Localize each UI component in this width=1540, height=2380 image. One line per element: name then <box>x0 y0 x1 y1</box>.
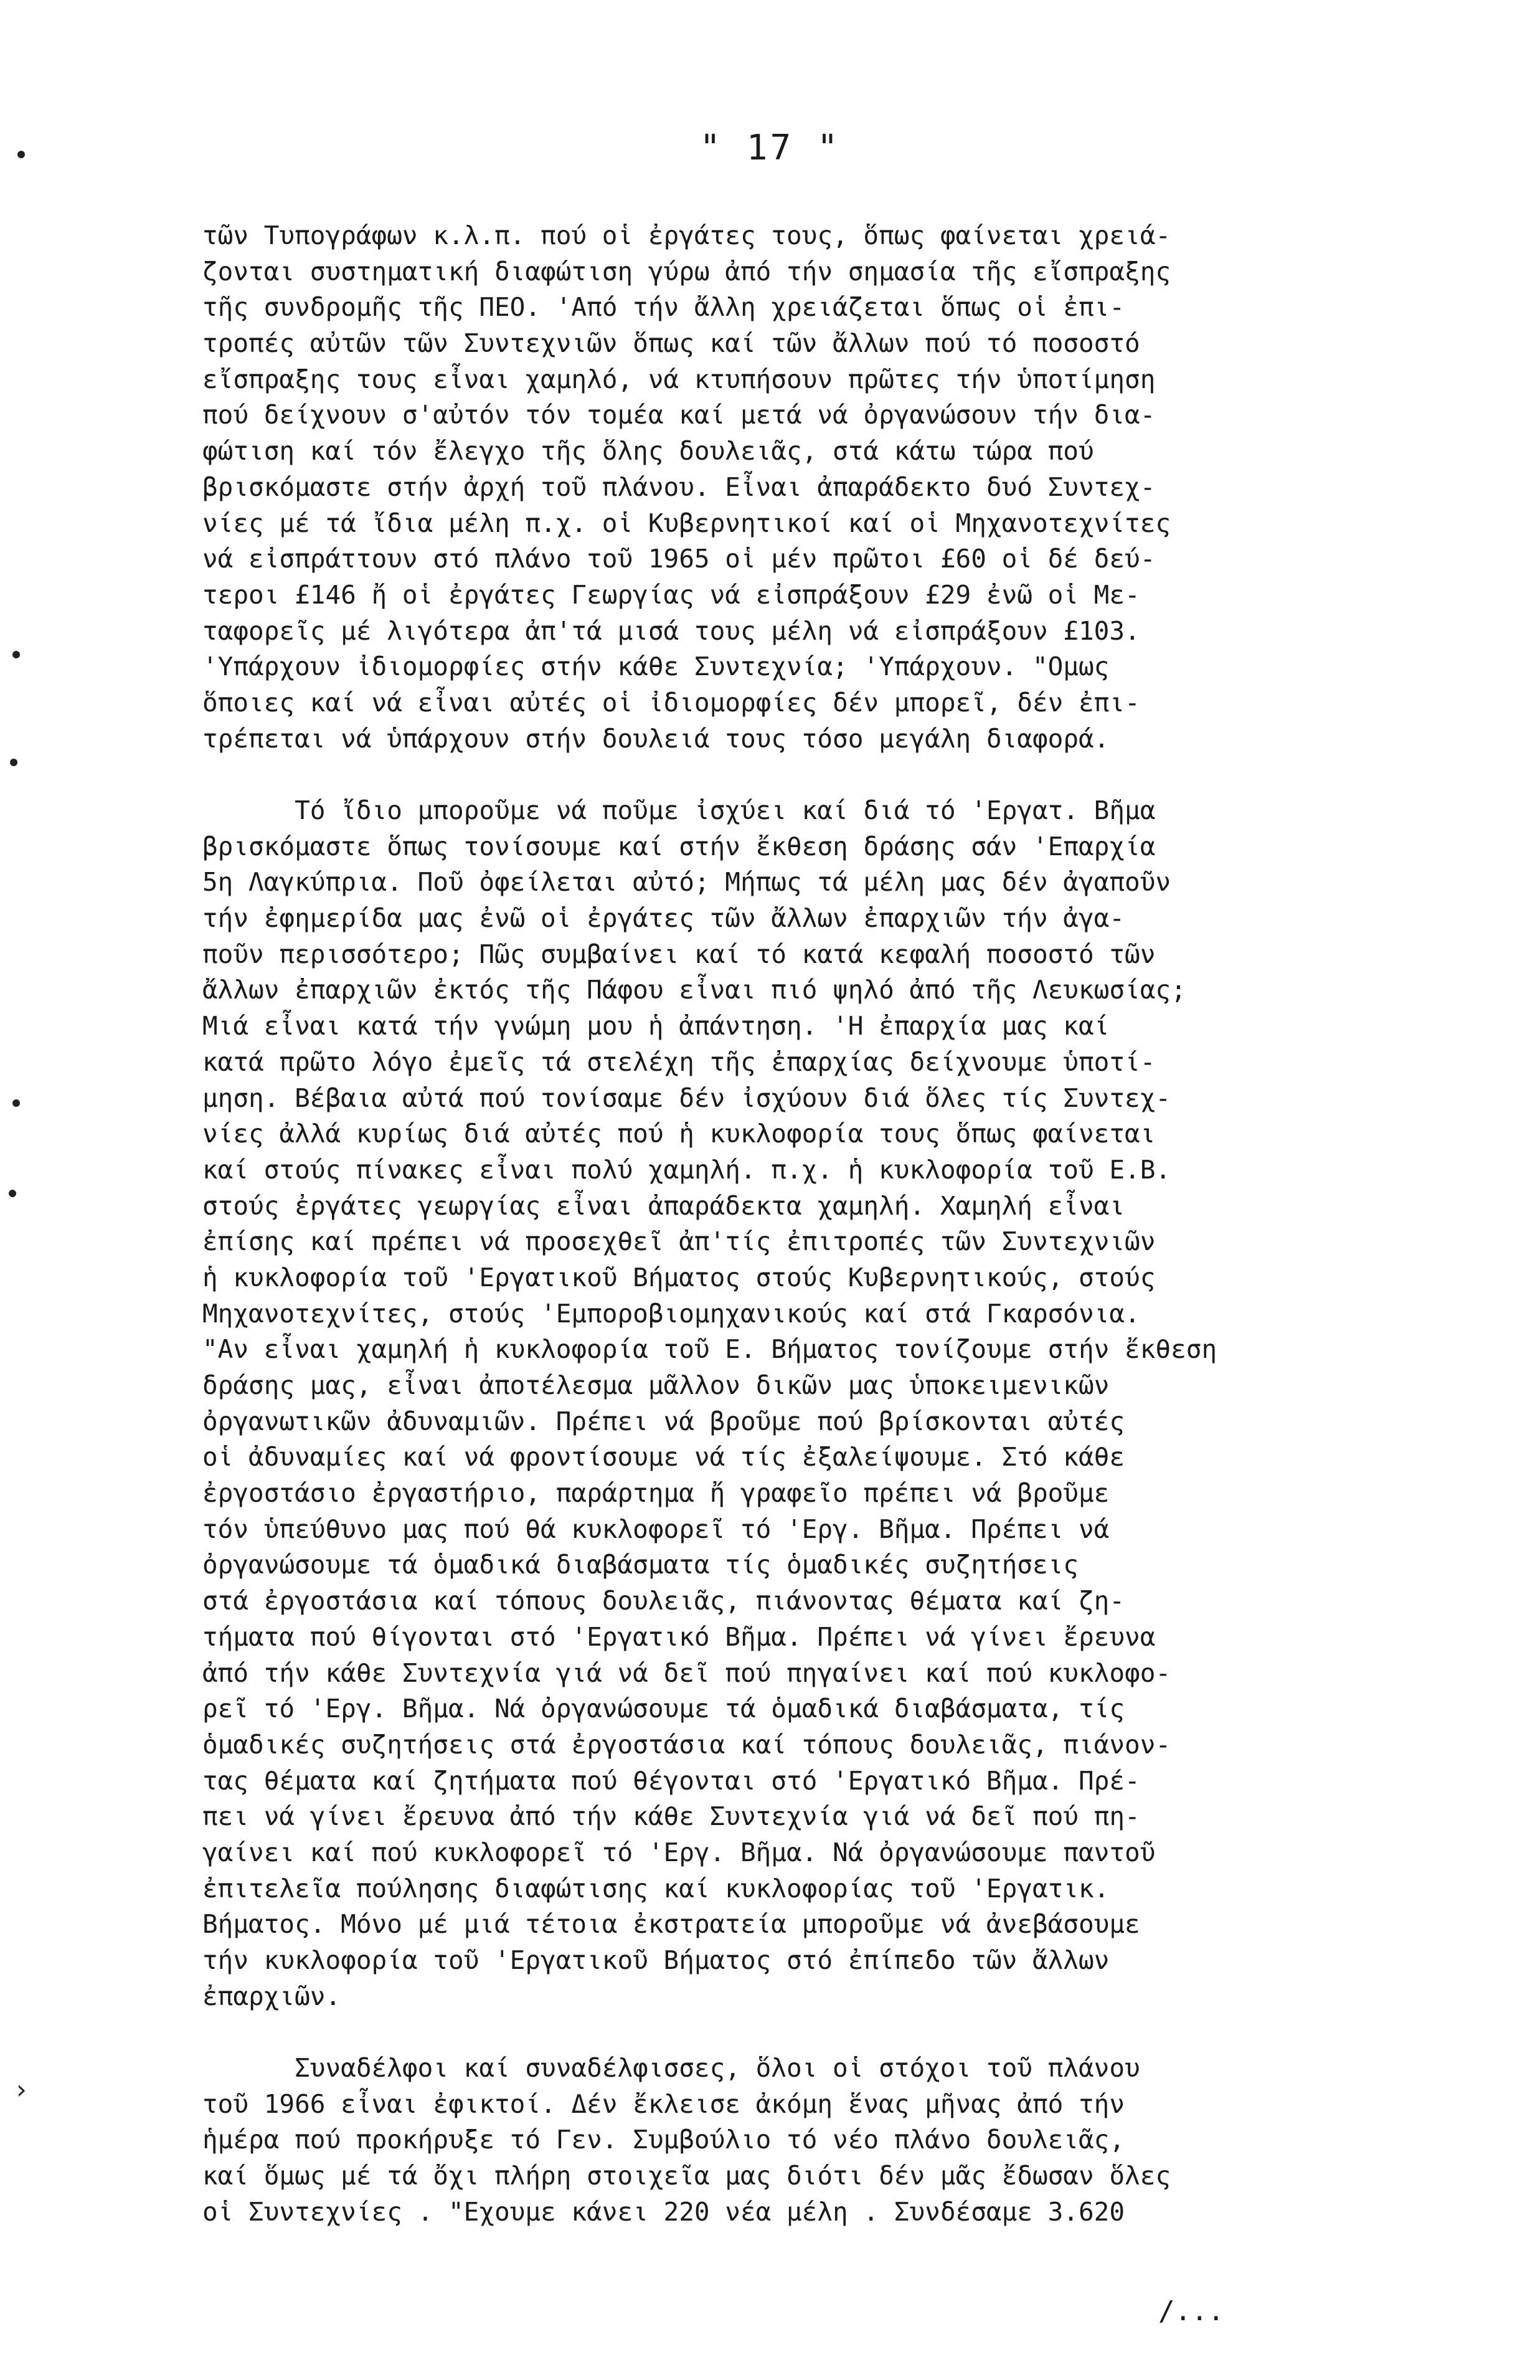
text-line: τήματα πού θίγονται στό 'Εργατικό Βῆμα. Πρέπει νά γίνει ἔρευνα <box>202 1621 1156 1652</box>
text-line: Βήματος. Μόνο μέ μιά τέτοια ἐκστρατεία μποροῦμε νά ἀνεβάσουμε <box>202 1909 1140 1940</box>
paragraph-2 <box>202 793 1410 2014</box>
text-line: ἀπό τήν κάθε Συντεχνία γιά νά δεῖ πού πηγαίνει καί πού κυκλοφο- <box>202 1657 1171 1688</box>
margin-arrow-icon: › <box>16 2074 27 2105</box>
margin-dot <box>10 759 17 766</box>
text-line: στούς ἐργάτες γεωργίας εἶναι ἀπαράδεκτα χαμηλή. Χαμηλή εἶναι <box>202 1190 1125 1221</box>
text-line: ζονται συστηματική διαφώτιση γύρω ἀπό τήν σημασία τῆς εἴσπραξης <box>202 256 1171 287</box>
text-line: νίες ἀλλά κυρίως διά αὐτές πού ἡ κυκλοφορία τους ὅπως φαίνεται <box>202 1119 1156 1149</box>
text-line: ἐπιτελεῖα πούλησης διαφώτισης καί κυκλοφορίας τοῦ 'Εργατικ. <box>202 1873 1110 1904</box>
text-line: καί στούς πίνακες εἶναι πολύ χαμηλή. π.χ. ἡ κυκλοφορία τοῦ Ε.Β. <box>202 1154 1171 1185</box>
margin-dot <box>17 151 25 158</box>
text-line: καί ὅμως μέ τά ὄχι πλήρη στοιχεῖα μας διότι δέν μᾶς ἔδωσαν ὅλες <box>202 2161 1171 2191</box>
text-line: τρέπεται νά ὑπάρχουν στήν δουλειά τους τόσο μεγάλη διαφορά. <box>202 723 1110 754</box>
paragraph-gap <box>202 757 1410 793</box>
page-number: " 17 " <box>699 128 841 168</box>
text-line: τεροι £146 ἤ οἱ ἐργάτες Γεωργίας νά εἰσπράξουν £29 ἐνῶ οἱ Με- <box>202 579 1140 610</box>
text-line: τῶν Τυπογράφων κ.λ.π. πού οἱ ἐργάτες τους, ὅπως φαίνεται χρειά- <box>202 220 1171 250</box>
paragraph-3 <box>202 2050 1410 2230</box>
text-line: ἄλλων ἐπαρχιῶν ἐκτός τῆς Πάφου εἶναι πιό ψηλό ἀπό τῆς Λευκωσίας; <box>202 975 1186 1005</box>
text-line: στά ἐργοστάσια καί τόπους δουλειᾶς, πιάνοντας θέματα καί ζη- <box>202 1586 1125 1616</box>
text-line: τήν ἐφημερίδα μας ἐνῶ οἱ ἐργάτες τῶν ἄλλων ἐπαρχιῶν τήν ἀγα- <box>202 903 1125 934</box>
text-line: ρεῖ τό 'Εργ. Βῆμα. Νά ὀργανώσουμε τά ὁμαδικά διαβάσματα, τίς <box>202 1694 1125 1724</box>
text-line: εἴσπραξης τους εἶναι χαμηλό, νά κτυπήσουν πρῶτες τήν ὑποτίμηση <box>202 364 1156 394</box>
text-line: Τό ἴδιο μποροῦμε νά ποῦμε ἰσχύει καί διά τό 'Εργατ. Βῆμα <box>202 795 1156 825</box>
text-line: δράσης μας, εἶναι ἀποτέλεσμα μᾶλλον δικῶν μας ὑποκειμενικῶν <box>202 1370 1110 1400</box>
text-line: νίες μέ τά ἴδια μέλη π.χ. οἱ Κυβερνητικοί καί οἱ Μηχανοτεχνίτες <box>202 508 1171 538</box>
typed-text-body <box>202 218 1410 2231</box>
margin-dot <box>12 1099 20 1107</box>
paragraph-gap <box>202 2014 1410 2050</box>
text-line: 'Υπάρχουν ἰδιομορφίες στήν κάθε Συντεχνία; 'Υπάρχουν. "Ομως <box>202 652 1110 682</box>
margin-dot <box>12 651 20 658</box>
text-line: τόν ὑπεύθυνο μας πού θά κυκλοφορεῖ τό 'Εργ. Βῆμα. Πρέπει νά <box>202 1514 1110 1544</box>
text-line: τῆς συνδρομῆς τῆς ΠΕΟ. 'Από τήν ἄλλη χρειάζεται ὅπως οἱ ἐπι- <box>202 292 1125 323</box>
text-line: φώτιση καί τόν ἔλεγχο τῆς ὅλης δουλειᾶς, στά κάτω τώρα πού <box>202 436 1094 467</box>
text-line: ἐπίσης καί πρέπει νά προσεχθεῖ ἀπ'τίς ἐπιτροπές τῶν Συντεχνιῶν <box>202 1226 1156 1257</box>
text-line: Συναδέλφοι καί συναδέλφισσες, ὅλοι οἱ στόχοι τοῦ πλάνου <box>202 2053 1140 2084</box>
text-line: ταφορεῖς μέ λιγότερα ἀπ'τά μισά τους μέλη νά εἰσπράξουν £103. <box>202 615 1140 646</box>
text-line: ὁμαδικές συζητήσεις στά ἐργοστάσια καί τόπους δουλειᾶς, πιάνον- <box>202 1729 1171 1760</box>
continuation-mark: /... <box>1158 2295 1224 2327</box>
text-line: τροπές αὐτῶν τῶν Συντεχνιῶν ὅπως καί τῶν ἄλλων πού τό ποσοστό <box>202 328 1140 359</box>
text-line: βρισκόμαστε στήν ἀρχή τοῦ πλάνου. Εἶναι ἀπαράδεκτο δυό Συντεχ- <box>202 472 1156 502</box>
text-line: νά εἰσπράττουν στό πλάνο τοῦ 1965 οἱ μέν πρῶτοι £60 οἱ δέ δεύ- <box>202 544 1156 574</box>
text-line: πού δείχνουν σ'αὐτόν τόν τομέα καί μετά νά ὀργανώσουν τήν δια- <box>202 400 1156 430</box>
text-line: βρισκόμαστε ὅπως τονίσουμε καί στήν ἔκθεση δράσης σάν 'Επαρχία <box>202 831 1156 861</box>
text-line: γαίνει καί πού κυκλοφορεῖ τό 'Εργ. Βῆμα. Νά ὀργανώσουμε παντοῦ <box>202 1837 1156 1867</box>
text-line: "Αν εἶναι χαμηλή ἡ κυκλοφορία τοῦ Ε. Βήματος τονίζουμε στήν ἔκθεση <box>202 1334 1217 1365</box>
text-line: μηση. Βέβαια αὐτά πού τονίσαμε δέν ἰσχύουν διά ὅλες τίς Συντεχ- <box>202 1083 1171 1113</box>
text-line: Μηχανοτεχνίτες, στούς 'Εμποροβιομηχανικούς καί στά Γκαρσόνια. <box>202 1298 1140 1329</box>
paragraph-1 <box>202 218 1410 757</box>
text-line: Μιά εἶναι κατά τήν γνώμη μου ἡ ἀπάντηση. 'Η ἐπαρχία μας καί <box>202 1011 1110 1041</box>
text-line: 5η Λαγκύπρια. Ποῦ ὀφείλεται αὐτό; Μήπως τά μέλη μας δέν ἀγαποῦν <box>202 867 1171 898</box>
text-line: οἱ ἀδυναμίες καί νά φροντίσουμε νά τίς ἐξαλείψουμε. Στό κάθε <box>202 1442 1125 1472</box>
text-line: οἱ Συντεχνίες . "Εχουμε κάνει 220 νέα μέλη . Συνδέσαμε 3.620 <box>202 2196 1125 2227</box>
text-line: ἐργοστάσιο ἐργαστήριο, παράρτημα ἤ γραφεῖο πρέπει νά βροῦμε <box>202 1478 1110 1509</box>
text-line: ὀργανώσουμε τά ὁμαδικά διαβάσματα τίς ὁμαδικές συζητήσεις <box>202 1550 1079 1580</box>
text-line: τήν κυκλοφορία τοῦ 'Εργατικοῦ Βήματος στό ἐπίπεδο τῶν ἄλλων <box>202 1945 1110 1975</box>
text-line: ποῦν περισσότερο; Πῶς συμβαίνει καί τό κατά κεφαλή ποσοστό τῶν <box>202 939 1156 969</box>
margin-dot <box>9 1190 16 1197</box>
text-line: τοῦ 1966 εἶναι ἐφικτοί. Δέν ἔκλεισε ἀκόμη ἕνας μῆνας ἀπό τήν <box>202 2088 1125 2119</box>
text-line: τας θέματα καί ζητήματα πού θέγονται στό 'Εργατικό Βῆμα. Πρέ- <box>202 1765 1140 1796</box>
text-line: πει νά γίνει ἔρευνα ἀπό τήν κάθε Συντεχνία γιά νά δεῖ πού πη- <box>202 1801 1140 1832</box>
text-line: ἡ κυκλοφορία τοῦ 'Εργατικοῦ Βήματος στούς Κυβερνητικούς, στούς <box>202 1262 1156 1292</box>
text-line: ἡμέρα πού προκήρυξε τό Γεν. Συμβούλιο τό νέο πλάνο δουλειᾶς, <box>202 2125 1125 2155</box>
text-line: κατά πρῶτο λόγο ἐμεῖς τά στελέχη τῆς ἐπαρχίας δείχνουμε ὑποτί- <box>202 1046 1156 1077</box>
text-line: ἐπαρχιῶν. <box>202 1981 341 2011</box>
text-line: ὅποιες καί νά εἶναι αὐτές οἱ ἰδιομορφίες δέν μπορεῖ, δέν ἐπι- <box>202 687 1140 718</box>
text-line: ὀργανωτικῶν ἀδυναμιῶν. Πρέπει νά βροῦμε πού βρίσκονται αὐτές <box>202 1406 1125 1436</box>
